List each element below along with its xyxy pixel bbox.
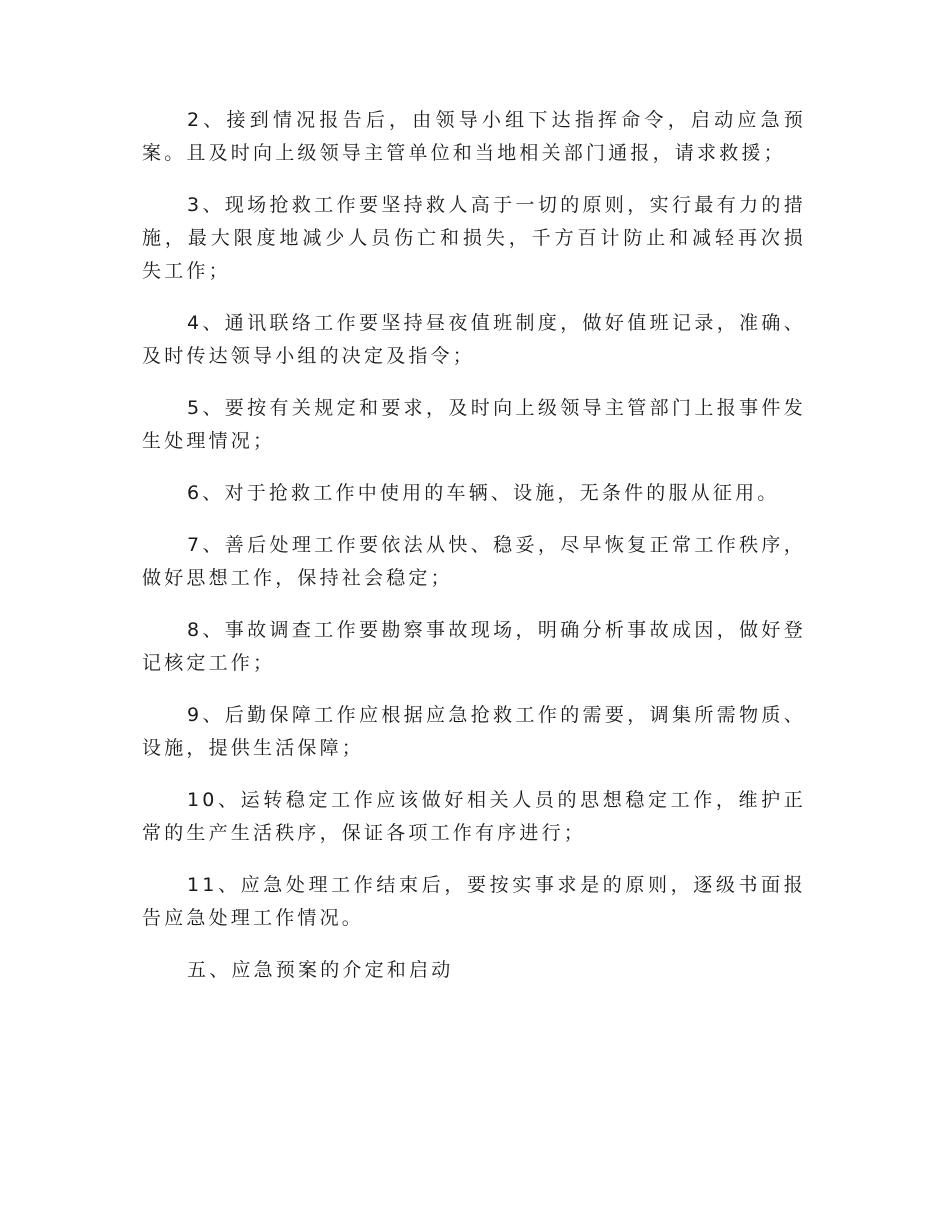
paragraph-item-10: 10、运转稳定工作应该做好相关人员的思想稳定工作，维护正常的生产生活秩序，保证各项工作有序进行；: [142, 789, 806, 844]
paragraph-item-11: 11、应急处理工作结束后，要按实事求是的原则，逐级书面报告应急处理工作情况。: [142, 874, 806, 929]
paragraph-item-8: 8、事故调查工作要勘察事故现场，明确分析事故成因，做好登记核定工作；: [142, 619, 806, 674]
paragraph-item-9: 9、后勤保障工作应根据应急抢救工作的需要，调集所需物质、设施，提供生活保障；: [142, 704, 806, 759]
paragraph-item-6: 6、对于抢救工作中使用的车辆、设施，无条件的服从征用。: [187, 482, 780, 504]
paragraph-item-2: 2、接到情况报告后，由领导小组下达指挥命令，启动应急预案。且及时向上级领导主管单位和当地相关部门通报，请求救援；: [142, 109, 806, 164]
document-page: [142, 104, 806, 1006]
paragraph-item-3: 3、现场抢救工作要坚持救人高于一切的原则，实行最有力的措施，最大限度地减少人员伤亡和损失，千方百计防止和减轻再次损失工作；: [142, 194, 806, 282]
paragraph-item-5: 5、要按有关规定和要求，及时向上级领导主管部门上报事件发生处理情况；: [142, 397, 806, 452]
section-heading: 五、应急预案的介定和启动: [187, 959, 454, 981]
paragraph-item-4: 4、通讯联络工作要坚持昼夜值班制度，做好值班记录，准确、及时传达领导小组的决定及指令；: [142, 312, 806, 367]
paragraph-item-7: 7、善后处理工作要依法从快、稳妥，尽早恢复正常工作秩序，做好思想工作，保持社会稳定；: [142, 534, 806, 589]
